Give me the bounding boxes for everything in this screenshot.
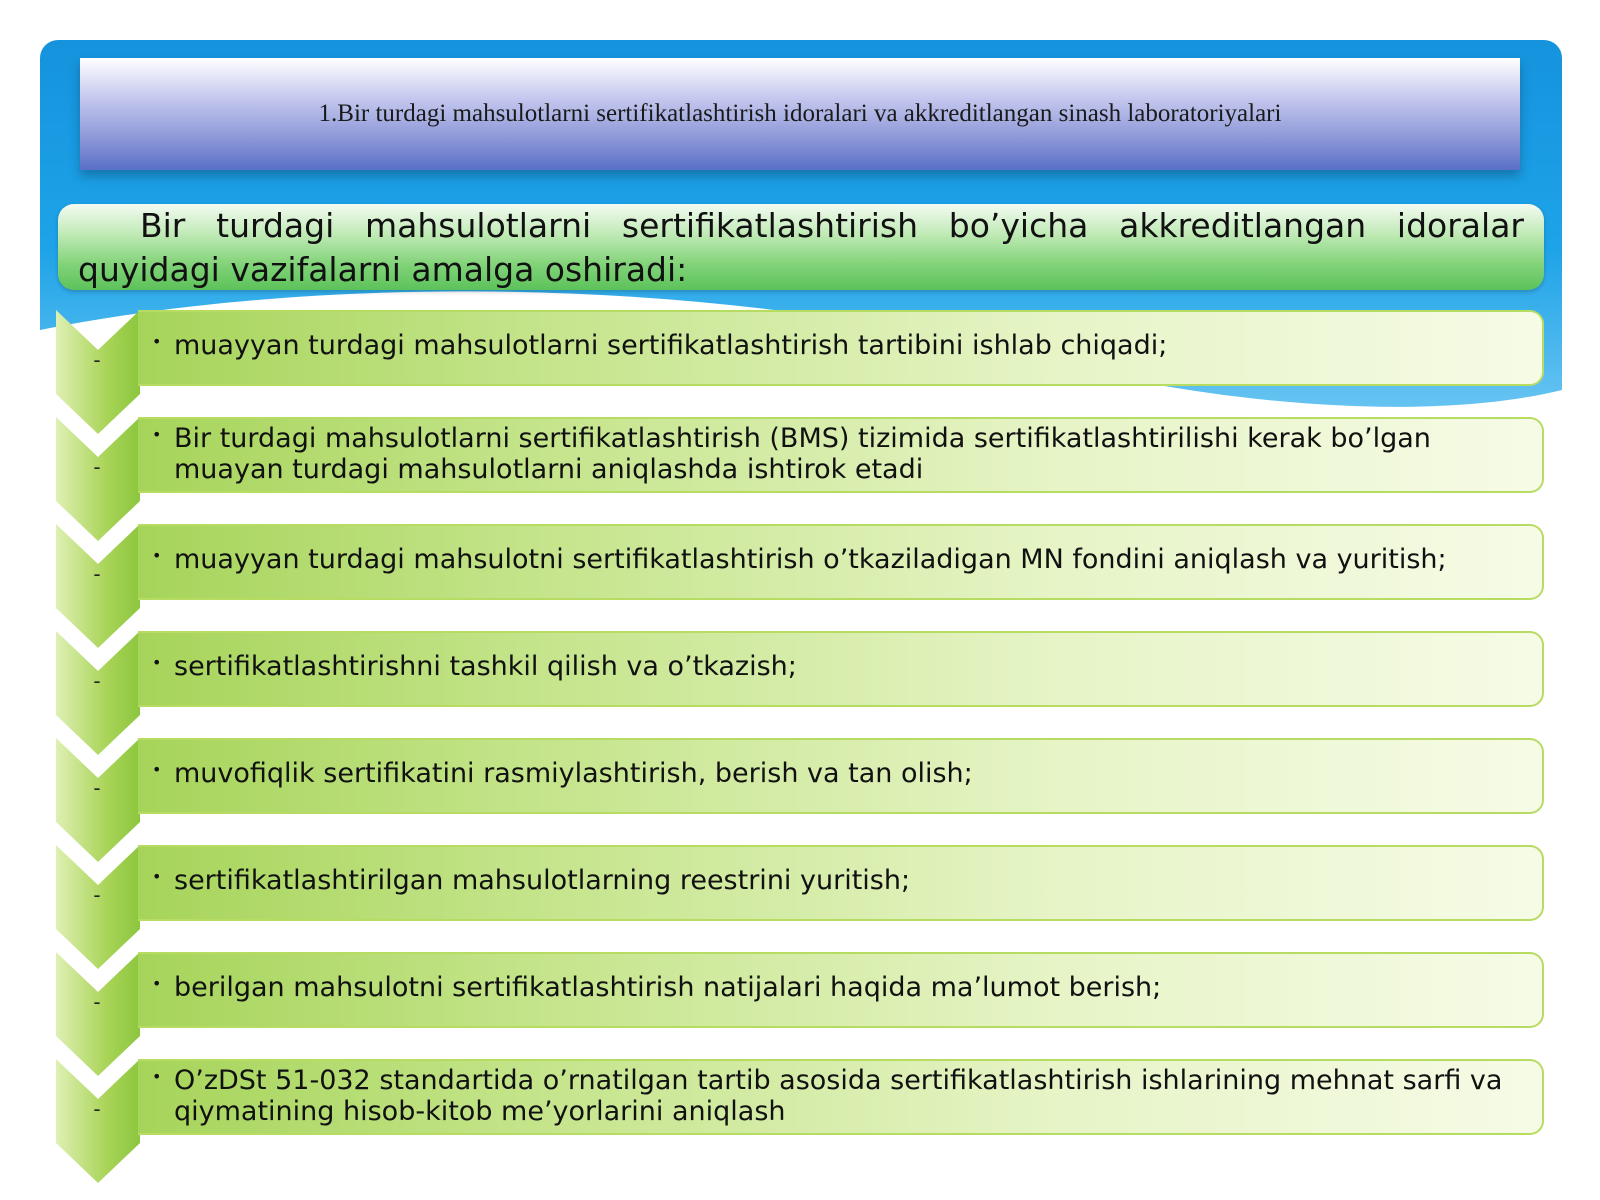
bullet-icon: • [152, 653, 162, 672]
list-item [138, 310, 1544, 386]
bullet-icon: • [152, 332, 162, 351]
chevron-arrow-icon [56, 845, 140, 969]
list-item [138, 952, 1544, 1028]
bullet-icon: • [152, 425, 162, 444]
step-marker: - [93, 883, 101, 907]
chevron-arrow-icon [56, 952, 140, 1076]
chevron-arrow-icon [56, 1059, 140, 1183]
step-marker: - [93, 455, 101, 479]
list-item [138, 845, 1544, 921]
chevron-arrow-icon [56, 631, 140, 755]
list-item-text: berilgan mahsulotni sertifikatlashtirish natijalari haqida ma’lumot berish; [174, 972, 1162, 1003]
list-item [138, 524, 1544, 600]
intro-text: Bir turdagi mahsulotlarni sertifikatlashtirish bo’yicha akkreditlangan idoralar quyidagi vazifalarni amalga oshiradi: [78, 206, 1524, 289]
chevron-arrow-icon [56, 524, 140, 648]
step-marker: - [93, 990, 101, 1014]
list-item-text: sertifikatlashtirishni tashkil qilish va o’tkazish; [174, 651, 797, 682]
step-marker: - [93, 669, 101, 693]
list-item-text: O’zDSt 51-032 standartida o’rnatilgan tartib asosida sertifikatlashtirish ishlarining mehnat sarfi va qiymatining hisob-kitob me’yorlarini aniqlash [174, 1065, 1503, 1127]
list-item [138, 417, 1544, 493]
bullet-icon: • [152, 974, 162, 993]
list-item [138, 1059, 1544, 1135]
step-marker: - [93, 776, 101, 800]
bullet-icon: • [152, 760, 162, 779]
title-bar [80, 58, 1520, 170]
bullet-icon: • [152, 1067, 162, 1086]
list-item [138, 631, 1544, 707]
chevron-arrow-icon [56, 738, 140, 862]
intro-box [58, 204, 1544, 290]
slide-title: 1.Bir turdagi mahsulotlarni sertifikatlashtirish idoralari va akkreditlangan sinash laboratoriyalari [318, 100, 1282, 127]
step-marker: - [93, 1097, 101, 1121]
list-item-text: muvofiqlik sertifikatini rasmiylashtirish, berish va tan olish; [174, 758, 973, 789]
list-item-text: Bir turdagi mahsulotlarni sertifikatlashtirish (BMS) tizimida sertifikatlashtirilishi kerak bo’lgan muayan turdagi mahsulotlarni aniqlashda ishtirok etadi [174, 423, 1431, 485]
step-marker: - [93, 562, 101, 586]
bullet-icon: • [152, 546, 162, 565]
list-item-text: muayyan turdagi mahsulotlarni sertifikatlashtirish tartibini ishlab chiqadi; [174, 330, 1168, 361]
bullet-icon: • [152, 867, 162, 886]
chevron-arrow-icon [56, 417, 140, 541]
step-marker: - [93, 348, 101, 372]
chevron-arrow-icon [56, 310, 140, 434]
list-item-text: muayyan turdagi mahsulotni sertifikatlashtirish o’tkaziladigan MN fondini aniqlash va yuritish; [174, 544, 1447, 575]
list-item [138, 738, 1544, 814]
list-item-text: sertifikatlashtirilgan mahsulotlarning reestrini yuritish; [174, 865, 911, 896]
